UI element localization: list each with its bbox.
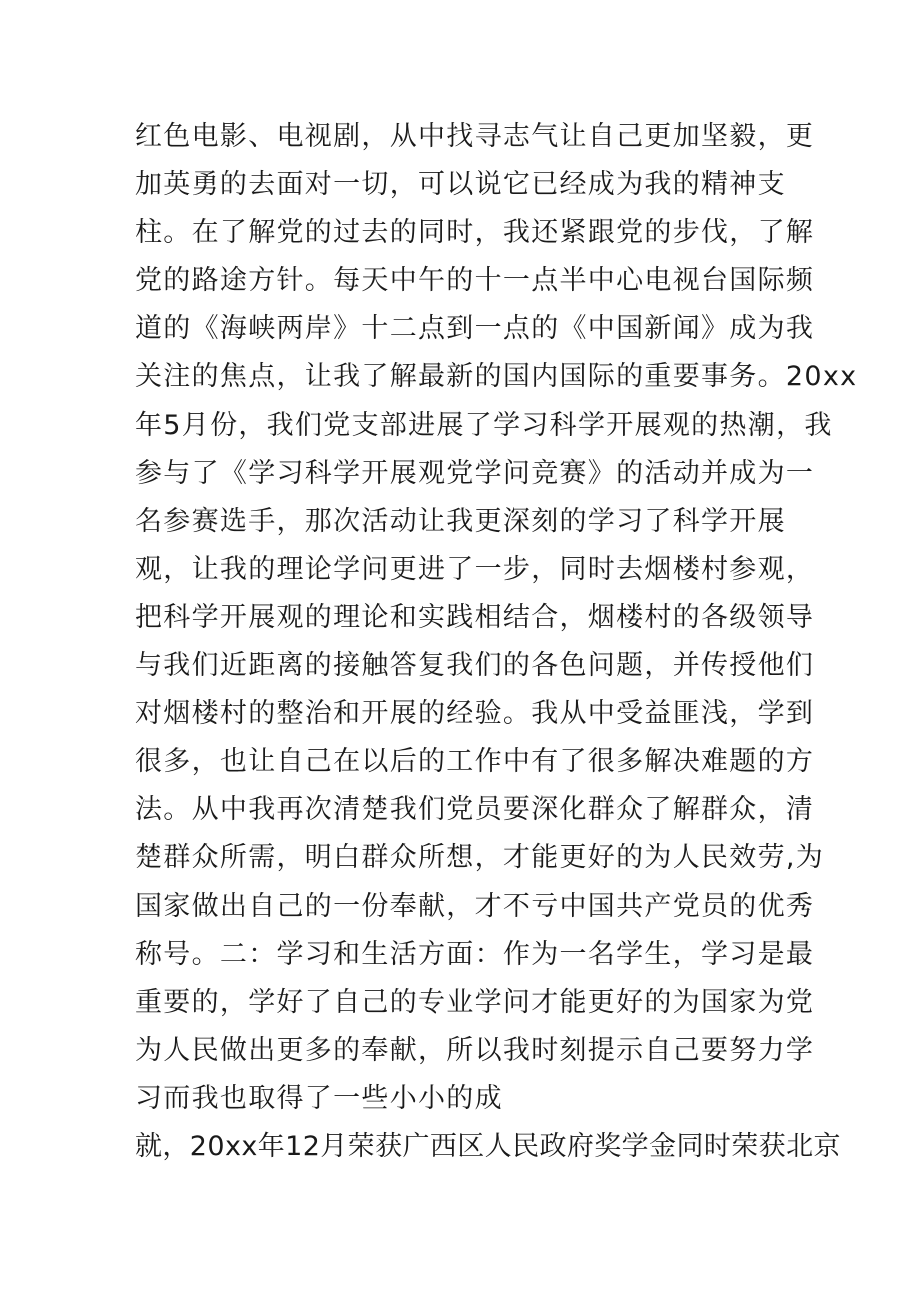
text-line: 对烟楼村的整治和开展的经验。我从中受益匪浅，学到 [135,698,815,730]
text-line: 国家做出自己的一份奉献，才不亏中国共产党员的优秀 [135,890,815,922]
text-line: 柱。在了解党的过去的同时，我还紧跟党的步伐，了解 [135,217,815,249]
text-line: 党的路途方针。每天中午的十一点半中心电视台国际频 [135,265,815,297]
text-line: 观，让我的理论学问更进了一步，同时去烟楼村参观， [135,553,815,585]
text-line: 年5月份，我们党支部进展了学习科学开展观的热潮，我 [135,409,833,441]
text-line: 关注的焦点，让我了解最新的国内国际的重要事务。20xx [135,361,858,393]
text-line: 道的《海峡两岸》十二点到一点的《中国新闻》成为我 [135,313,815,345]
text-line: 加英勇的去面对一切，可以说它已经成为我的精神支 [135,169,786,201]
text-line: 很多，也让自己在以后的工作中有了很多解决难题的方 [135,746,815,778]
text-line: 法。从中我再次清楚我们党员要深化群众了解群众，清 [135,794,815,826]
text-line: 重要的，学好了自己的专业学问才能更好的为国家为党 [135,986,815,1018]
text-line: 习而我也取得了一些小小的成 [135,1082,503,1114]
text-line: 就，20xx年12月荣获广西区人民政府奖学金同时荣获北京 [135,1130,841,1162]
text-line: 参与了《学习科学开展观党学问竞赛》的活动并成为一 [135,457,815,489]
text-line: 与我们近距离的接触答复我们的各色问题，并传授他们 [135,650,815,682]
text-line: 楚群众所需，明白群众所想，才能更好的为人民效劳,为 [135,842,825,874]
text-line: 称号。二：学习和生活方面：作为一名学生，学习是最 [135,938,815,970]
text-line: 为人民做出更多的奉献，所以我时刻提示自己要努力学 [135,1034,815,1066]
text-line: 红色电影、电视剧，从中找寻志气让自己更加坚毅，更 [135,121,815,152]
text-line: 把科学开展观的理论和实践相结合，烟楼村的各级领导 [135,601,815,633]
text-line: 名参赛选手，那次活动让我更深刻的学习了科学开展 [135,505,786,537]
body-text [135,113,858,1171]
